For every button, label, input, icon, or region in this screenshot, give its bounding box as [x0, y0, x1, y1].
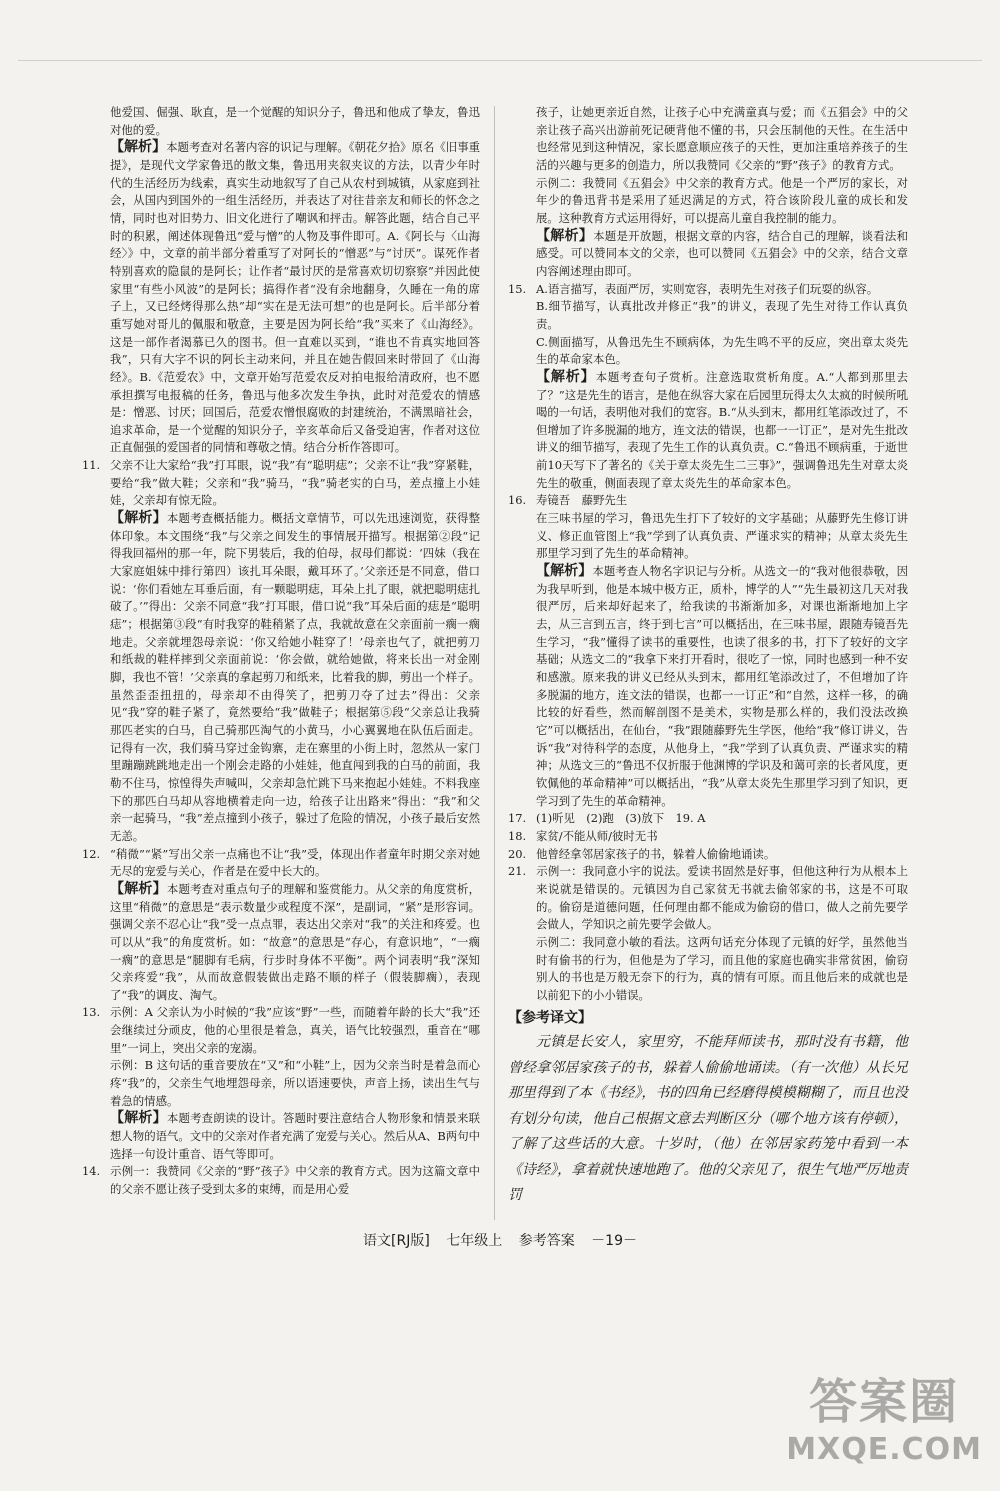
watermark-url: MXQE.COM	[786, 1432, 982, 1467]
question-number: 21.	[508, 864, 527, 879]
question-number: 12.	[82, 846, 101, 861]
analysis-12	[82, 881, 480, 1005]
answer-text: 家贫/不能从师/彼时无书	[536, 828, 658, 843]
answer-14-example-2: 示例二：我赞同《五猖会》中父亲的教育方式。他是一个严厉的家长，对年少的鲁迅背书是采用了延迟满足的方式，符合该阶段儿童的成长和发展。这种教育方式运用得好，可以提高儿童自我控制的能力。	[536, 175, 908, 225]
question-number: 18.	[508, 828, 527, 843]
question-number: 15.	[508, 281, 527, 296]
answer-text: 示例一：我同意小宇的说法。爱读书固然是好事，但他这种行为从根本上来说就是错误的。元镇因为自己家贫无书就去偷邻家的书，这是不可取的。偷窃是道德问题，任何理由都不能成为偷窃的借口，做人之前先要学会做人，学知识之前先要学会做人。	[536, 864, 908, 932]
column-divider	[494, 106, 495, 1220]
question-number: 16.	[508, 493, 527, 508]
question-number: 13.	[82, 1005, 101, 1020]
answer-12	[82, 846, 480, 881]
analysis-11	[82, 510, 480, 845]
reference-label: 【参考译文】	[508, 1010, 592, 1027]
watermark	[786, 1363, 982, 1467]
answer-text: 父亲不让大家给“我”打耳眼，说“我”有“聪明痣”；父亲不让“我”穿紧鞋，要给“我”做大鞋；父亲和“我”骑马，“我”骑老实的白马，差点撞上小娃娃，父亲却有惊无险。	[110, 458, 480, 508]
left-column	[82, 104, 480, 1199]
answer-21b: 示例二：我同意小敏的看法。这两句话充分体现了元镇的好学，虽然他当时有偷书的行为，但他是为了学习，而且他的家庭也确实非常贫困，偷窃别人的书也是万般无奈下的行为，真的情有可原。而且他后来的成就也是以前犯下的小小错误。	[536, 934, 908, 1002]
answer-18	[508, 828, 908, 846]
answer-text: A.语言描写，表面严厉，实则宽容，表明先生对孩子们玩耍的纵容。	[536, 281, 879, 296]
analysis-label: 【解析】	[536, 227, 594, 244]
footer-grade: 七年级上	[446, 1233, 503, 1249]
analysis-label: 【解析】	[110, 1110, 167, 1127]
analysis-label: 【解析】	[110, 510, 167, 527]
answer-13b: 示例：B 这句话的重音要放在“又”和“小鞋”上，因为父亲当时是着急而心疼“我”的，父亲生气地埋怨母亲，所以语速要快，声音上扬，读出生气与着急的情感。	[110, 1058, 480, 1108]
answer-15c: C.侧面描写，从鲁迅先生不顾病体，为先生鸣不平的反应，突出章太炎先生的革命家本色。	[536, 334, 908, 367]
analysis-text: 本题考查句子赏析。注意选取赏析角度。A.“人都到那里去了？”这是先生的语言，是他在纵容大家在后园里玩得太久太疯的时候所吼喝的一句话，表明他对我们的宽容。B.“从头到末，都用红笔添改过了，不但增加了许多脱漏的地方，连文法的错误，也都一一订正”，是对先生批改讲义的细节描写，表现了先生工作的认真负责。C.“鲁迅不顾病重，于逝世前10天写下了著名的《关于章太炎先生二三事》”，强调鲁迅先生对章太炎先生的敬重，侧面表现了章太炎先生的革命家本色。	[536, 369, 909, 490]
analysis-label: 【解析】	[536, 563, 593, 580]
question-number: 17.	[508, 811, 527, 826]
analysis-label: 【解析】	[110, 139, 167, 156]
answer-text: “稍微”“紧”写出父亲一点痛也不让“我”受，体现出作者童年时期父亲对她无尽的宠爱与关心，作者是在爱中长大的。	[110, 846, 480, 879]
answer-14-continued: 孩子，让她更亲近自然，让孩子心中充满童真与爱；而《五猖会》中的父亲让孩子高兴出游前死记硬背他不懂的书，只会压制他的天性。在生活中也经常见到这种情况，家长愿意顺应孩子的天性，更加注重培养孩子的生活的兴趣与更多的创造力，所以我赞同《父亲的“野”孩子》的教育方式。	[536, 105, 908, 172]
question-number: 20.	[508, 846, 527, 861]
answer-11	[82, 457, 480, 510]
analysis-13	[82, 1110, 480, 1163]
analysis-text: 本题是开放题，根据文章的内容，结合自己的理解，谈看法和感受。可以赞同本文的父亲，也可以赞同《五猖会》中的父亲，结合文章内容阐述理由即可。	[536, 228, 908, 278]
answer-16	[508, 492, 908, 510]
footer-subject: 语文[RJ版]	[363, 1233, 430, 1249]
answer-text: 他曾经拿邻居家孩子的书，躲着人偷偷地诵读。	[536, 846, 776, 861]
analysis-15	[508, 369, 908, 493]
analysis-text: 本题考查人物名字识记与分析。从选文一的“我对他很恭敬，因为我早听到，他是本城中极方正，质朴，博学的人”“先生最初这几天对我很严厉，后来却好起来了，给我读的书渐渐加多，对课也渐渐地加上字去，从三言到五言，终于到七言”可以概括出，在三味书屋，跟随寿镜吾先生学习，“我”懂得了读书的重要性，也读了很多的书，打下了较好的文字基础；从选文二的“我拿下来打开看时，很吃了一惊，同时也感到一种不安和感激。原来我的讲义已经从头到末，都用红笔添改过了，不但增加了许多脱漏的地方，连文法的错误，也都一一订正”和“自然，这样一移，的确比较的好看些，然而解剖图不是美术，实物是那么样的，我们没法改换它”可以概括出，在仙台，“我”跟随藤野先生学医，他给“我”修订讲义，告诉“我”对待科学的态度，从他身上，“我”学到了认真负责、严谨求实的精神；从选文三的“鲁迅不仅折服于他渊博的学识及和蔼可亲的长者风度，更钦佩他的革命精神”可以概括出，“我”从章太炎先生那里学习到了知识，更学习到了先生的革命精神。	[536, 564, 909, 808]
footer-label: 参考答案	[518, 1233, 575, 1249]
answer-10-continued: 他爱国、倔强、耿直，是一个觉醒的知识分子，鲁迅和他成了挚友，鲁迅对他的爱。	[110, 105, 480, 137]
watermark-logo-text: 答案圈	[809, 1374, 960, 1430]
page-footer	[0, 1230, 1000, 1250]
right-column	[508, 104, 908, 1209]
question-number: 11.	[82, 458, 101, 473]
answer-text: 示例：A 父亲认为小时候的“我”应该“野”一些，而随着年龄的长大“我”还会继续过分顽皮，他的心里很是着急，真关，语气比较强烈，重音在“哪里”一词上，突出父亲的宠溺。	[110, 1005, 480, 1055]
analysis-16	[508, 563, 908, 810]
answer-14	[82, 1163, 480, 1198]
analysis-text: 本题考查对重点句子的理解和鉴赏能力。从父亲的角度赏析，这里“稍微”的意思是“表示数量少或程度不深”，是副词，“紧”是形容词。强调父亲不忍心让“我”受一点点罪，表达出父亲对“我”的关注和疼爱。也可以从“我”的角度赏析。如：“故意”的意思是“存心，有意识地”，“一瘸一瘸”的意思是“腿脚有毛病，行步时身体不平衡”。两个词表明“我”深知父亲疼爱“我”，从而故意假装做出走路不顺的样子（假装脚瘸），表现了“我”的调皮、淘气。	[110, 881, 480, 1002]
analysis-14	[508, 228, 908, 281]
page-number: －19－	[591, 1233, 637, 1249]
reference-translation: 元镇是长安人，家里穷，不能拜师读书，那时没有书籍，他曾经拿邻居家孩子的书，躲着人偷偷地诵读。（有一次他）从长兄那里得到了本《书经》，书的四角已经磨得模模糊糊了，而且也没有划分句读，他自己根据文意去判断区分（哪个地方该有停顿），了解了这些话的大意。十岁时，（他）在邻居家药笼中看到一本《诗经》，拿着就快速地跑了。他的父亲见了，很生气地严厉地责罚	[508, 1034, 908, 1204]
answer-15b: B.细节描写，认真批改并修正“我”的讲义，表现了先生对待工作认真负责。	[536, 299, 908, 331]
analysis-10	[82, 139, 480, 457]
analysis-label: 【解析】	[110, 880, 167, 897]
answer-17-19	[508, 810, 908, 828]
analysis-text: 本题考查概括能力。概括文章情节，可以先迅速浏览，获得整体印象。本文围绕“我”与父亲之间发生的事情展开描写。根据第②段“记得我回福州的那一年，院下男装后，我的伯母，叔母们都说：‘四妹（我在大家庭姐妹中排行第四）该扎耳朵眼，戴耳环了。’父亲还是不同意，借口说：‘你们看她左耳垂后面，有一颗聪明痣，耳朵上扎了眼，就把聪明痣扎破了。’”得出：父亲不同意“我”打耳眼，借口说“我”耳朵后面的痣是“聪明痣”；根据第③段“有时我穿的鞋稍紧了点，我就故意在父亲面前一瘸一瘸地走。父亲就埋怨母亲说：‘你又给她小鞋穿了！’母亲也气了，就把剪刀和纸裁的鞋样摔到父亲面前说：‘你会做，就给她做，将来长出一对金刚脚，我也不管！’父亲真的拿起剪刀和纸来，比着我的脚，剪出一个样子。虽然歪歪扭扭的，母亲却不由得笑了，把剪刀夺了过去”得出：父亲见“我”穿的鞋子紧了，竟然要给“我”做鞋子；根据第⑤段“父亲总让我骑那匹老实的白马，自己骑那匹淘气的小黄马，小心翼翼地在队伍后面走。记得有一次，我们骑马穿过金钩寨，走在寨里的小街上时，忽然从一家门里蹦蹦跳跳地走出一个刚会走路的小娃娃，他直闯到我的白马的前面，我勒不住马，惊惶得失声喊叫，父亲却急忙跳下马来抱起小娃娃。不料我座下的那匹白马却从容地横着走向一边，给孩子让出路来”得出：“我”和父亲一起骑马，“我”差点撞到小孩子，躲过了危险的情况，小孩子最后安然无恙。	[110, 511, 480, 843]
answer-15a	[508, 281, 908, 299]
analysis-text: 本题考查对名著内容的识记与理解。《朝花夕拾》原名《旧事重提》，是现代文学家鲁迅的散文集，鲁迅用夹叙夹议的方法，以青少年时代的生活经历为线索，真实生动地叙写了自己从农村到城镇，从家庭到社会，从国内到国外的一组生活经历，并表达了对往昔亲友和师长的怀念之情，同时也对旧势力、旧文化进行了嘲讽和抨击。解答此题，结合自己平时的积累，阐述体现鲁迅“爱与憎”的人物及事件即可。A.《阿长与〈山海经〉》中，文章的前半部分着重写了对阿长的“憎恶”与“讨厌”。谋死作者特别喜欢的隐鼠的是阿长；让作者“最讨厌的是常喜欢切切察察”并因此使家里“有些小风波”的是阿长；搞得作者“没有余地翻身，久睡在一角的席子上，又已经烤得那么热”却“实在是无法可想”的也是阿长。后半部分着重写她对哥儿的佩服和敬意，主要是因为阿长给“我”买来了《山海经》。这是一部作者渴慕已久的图书。但一直难以买到，“谁也不肯真实地回答我”，只有大字不识的阿长主动来问，并且在她告假回来时带回了《山海经》。B.《范爱农》中，文章开始写范爱农反对拍电报给清政府，也不愿承担撰写电报稿的任务，鲁迅与他多次发生争执，此时对范爱农的情感是：憎恶、讨厌；回国后，范爱农憎恨腐败的封建统治，不满黑暗社会，追求革命，是一个觉醒的知识分子，辛亥革命后又备受迫害，作者对这位正直倔强的爱国者的同情和尊敬之情。结合分析作答即可。	[110, 140, 481, 455]
analysis-label: 【解析】	[536, 368, 596, 385]
answer-text: 寿镜吾 藤野先生	[536, 493, 628, 508]
top-rule	[18, 60, 982, 61]
question-number: 14.	[82, 1164, 101, 1179]
analysis-text: 本题考查朗读的设计。答题时要注意结合人物形象和情景来联想人物的语气。文中的父亲对作者充满了宠爱与关心。然后从A、B两句中选择一句设计重音、语气等即可。	[110, 1111, 480, 1161]
answer-20	[508, 846, 908, 864]
answer-16b: 在三味书屋的学习，鲁迅先生打下了较好的文字基础；从藤野先生修订讲义、修正血管图上“我”学到了认真负责、严谨求实的精神；从章太炎先生那里学习到了先生的革命精神。	[536, 511, 908, 561]
answer-text: (1)听见 (2)跑 (3)放下 19. A	[536, 811, 706, 826]
answer-text: 示例一：我赞同《父亲的“野”孩子》中父亲的教育方式。因为这篇文章中的父亲不愿让孩子受到太多的束缚，而是用心爱	[110, 1164, 480, 1197]
answer-13a	[82, 1004, 480, 1057]
answer-21a	[508, 863, 908, 934]
reference-translation-title	[508, 1010, 908, 1028]
